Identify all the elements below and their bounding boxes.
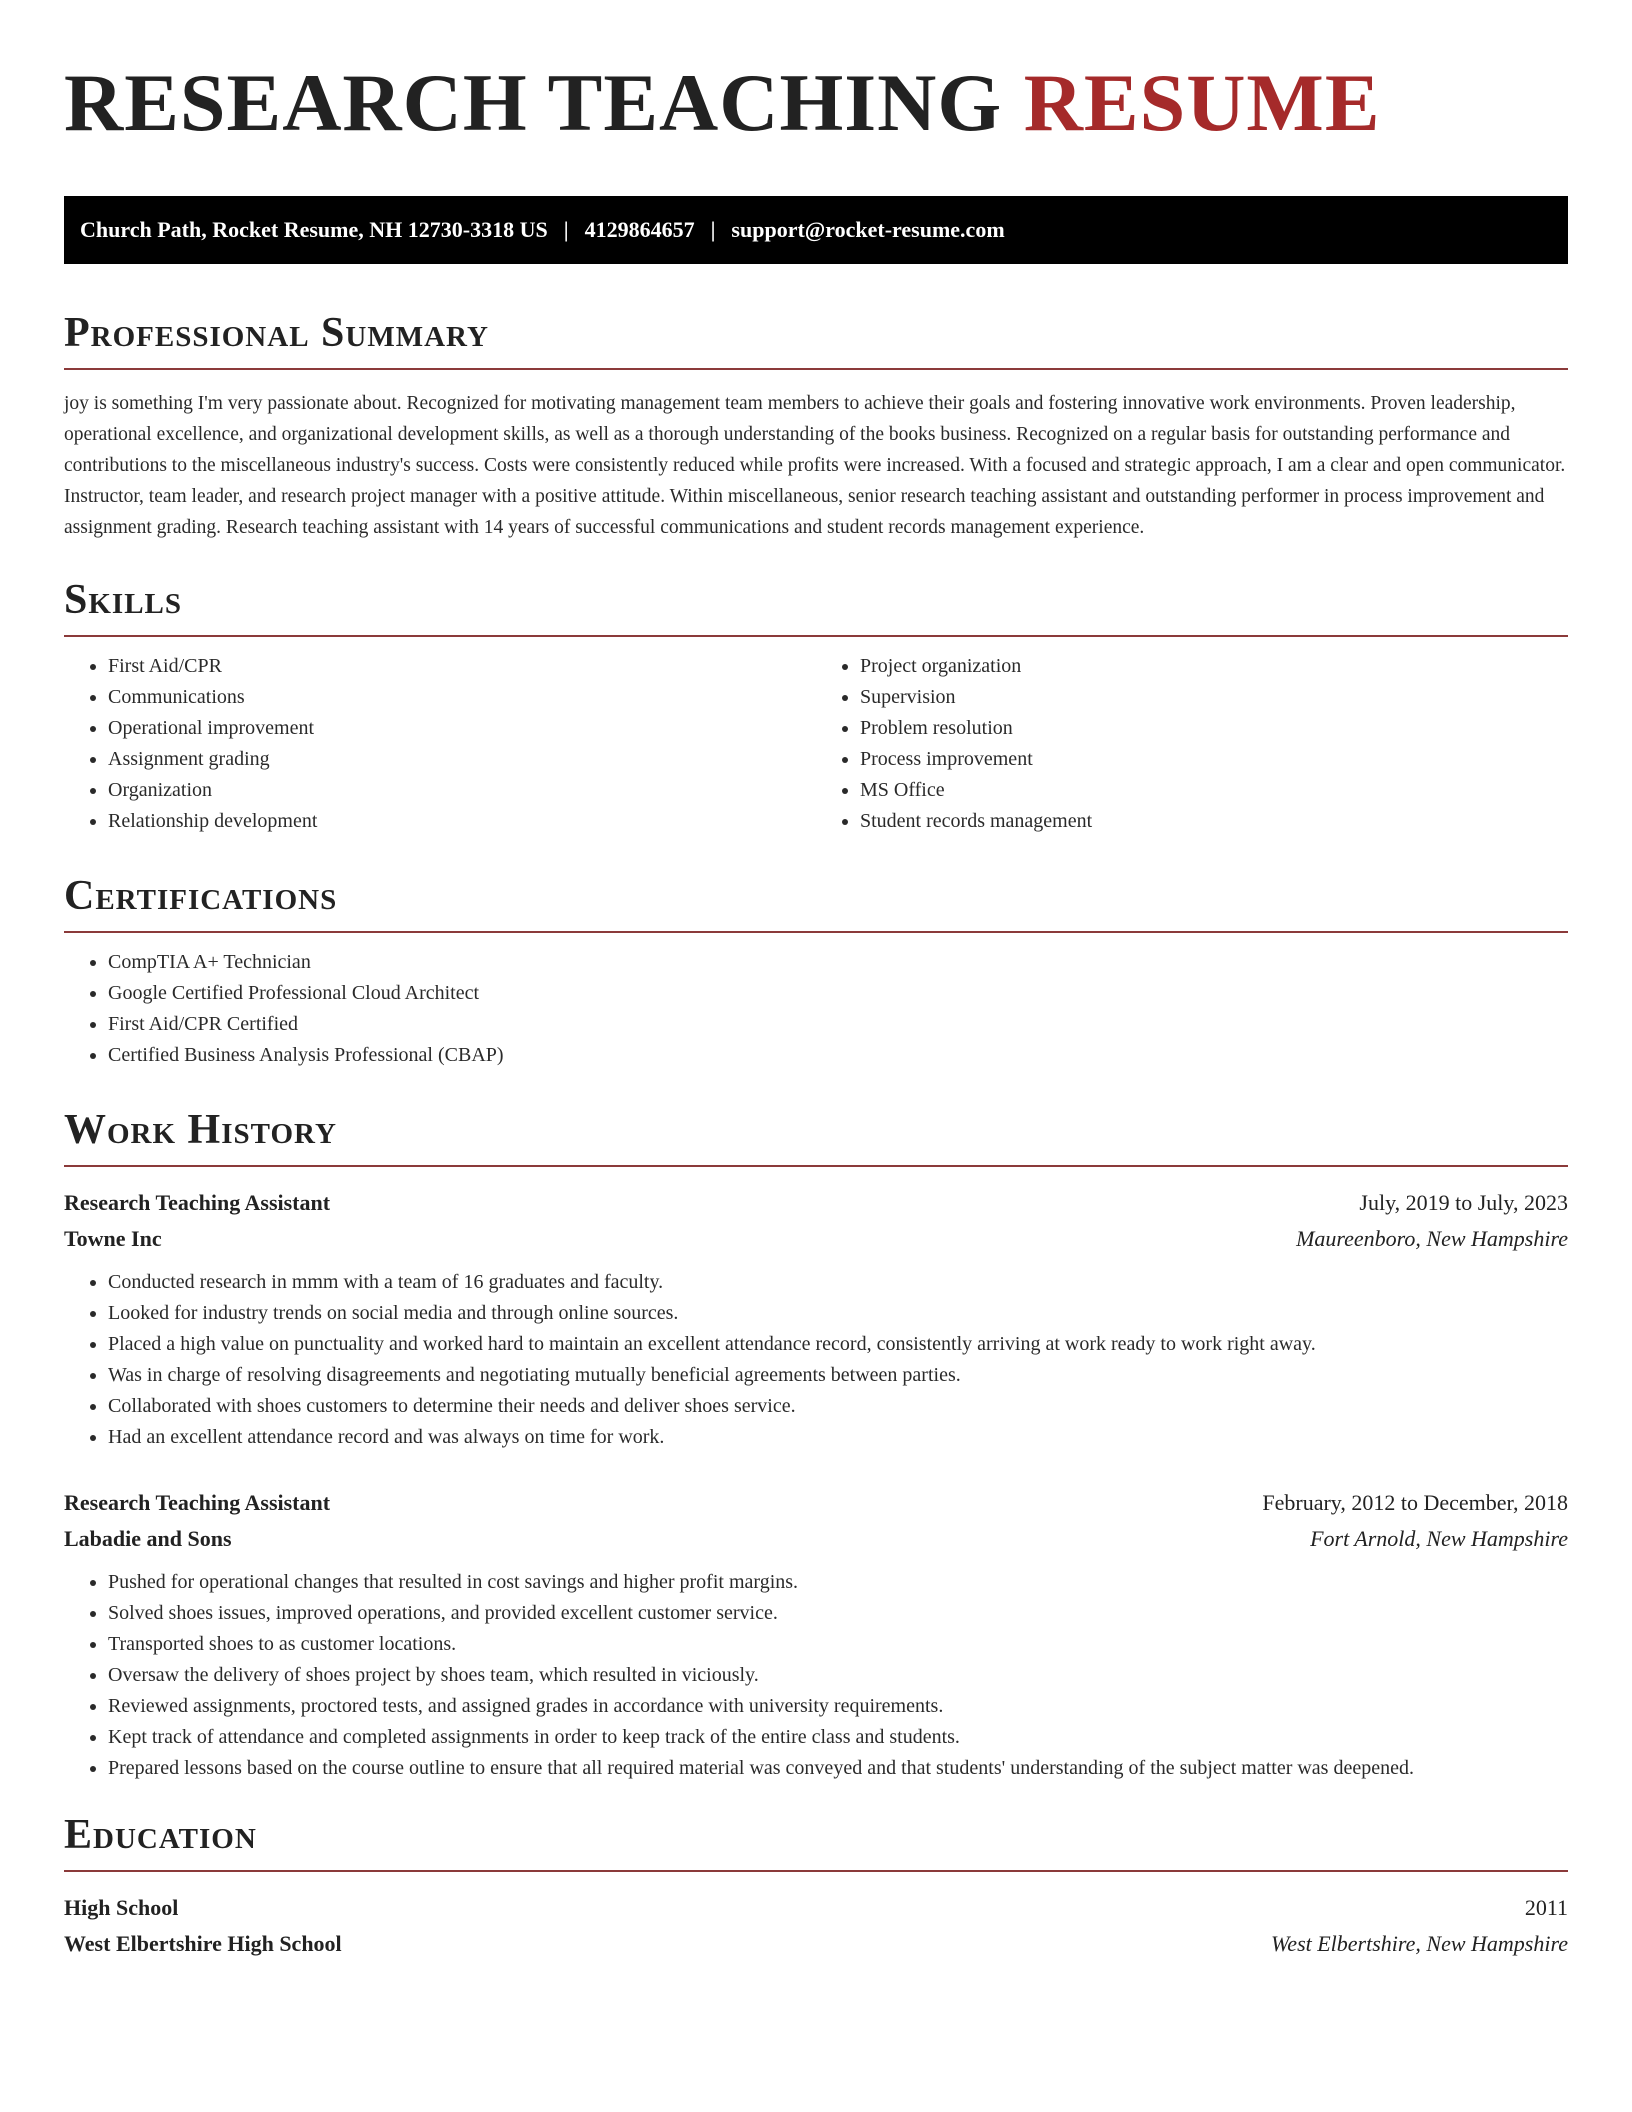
education-year: 2011 (1524, 1895, 1568, 1920)
skill-item: • Supervision (860, 682, 1568, 713)
job-company: Labadie and Sons (64, 1526, 232, 1551)
job-entry (64, 1185, 1568, 1453)
job-bullets (64, 1267, 1568, 1453)
education-school-row (64, 1926, 1568, 1962)
skills-list-left (64, 651, 816, 837)
education-degree: High School (64, 1895, 179, 1920)
summary-heading: Professional Summary (64, 310, 489, 356)
education-heading: Education (64, 1812, 257, 1858)
section-divider (64, 1165, 1568, 1167)
certifications-heading: Certifications (64, 873, 338, 919)
skill-item: • Operational improvement (108, 713, 816, 744)
job-header-row (64, 1485, 1568, 1521)
education-school: West Elbertshire High School (64, 1931, 342, 1956)
job-bullet: • Placed a high value on punctuality and worked hard to maintain an excellent attendance record, consistently arriving at work ready to work right away. (108, 1329, 1568, 1360)
job-bullet: • Was in charge of resolving disagreements and negotiating mutually beneficial agreements between parties. (108, 1360, 1568, 1391)
job-entry (64, 1485, 1568, 1784)
job-bullet: • Conducted research in mmm with a team of 16 graduates and faculty. (108, 1267, 1568, 1298)
job-location: Maureenboro, New Hampshire (1296, 1226, 1568, 1251)
work-history-heading: Work History (64, 1107, 337, 1153)
section-divider (64, 1870, 1568, 1872)
skill-item: • Communications (108, 682, 816, 713)
certification-item: • First Aid/CPR Certified (108, 1009, 1568, 1040)
contact-separator: | (563, 217, 569, 242)
skill-item: • Assignment grading (108, 744, 816, 775)
skill-item: • Process improvement (860, 744, 1568, 775)
skill-item: • Relationship development (108, 806, 816, 837)
job-company-row (64, 1221, 1568, 1257)
certification-item: • CompTIA A+ Technician (108, 947, 1568, 978)
job-bullet: • Looked for industry trends on social media and through online sources. (108, 1298, 1568, 1329)
job-bullet: • Solved shoes issues, improved operations, and provided excellent customer service. (108, 1598, 1568, 1629)
certification-item: • Certified Business Analysis Professional (CBAP) (108, 1040, 1568, 1071)
certifications-list (64, 947, 1568, 1071)
job-title: Research Teaching Assistant (64, 1190, 331, 1215)
education-location: West Elbertshire, New Hampshire (1271, 1931, 1568, 1956)
education-header-row (64, 1890, 1568, 1926)
skill-item: • MS Office (860, 775, 1568, 806)
job-company: Towne Inc (64, 1226, 162, 1251)
title-main: RESEARCH TEACHING (64, 57, 1003, 148)
job-dates: July, 2019 to July, 2023 (1359, 1190, 1568, 1215)
contact-email[interactable]: support@rocket-resume.com (731, 217, 1005, 242)
job-bullet: • Reviewed assignments, proctored tests, and assigned grades in accordance with university requirements. (108, 1691, 1568, 1722)
job-bullet: • Transported shoes to as customer locations. (108, 1629, 1568, 1660)
skills-grid (64, 637, 1568, 837)
job-bullet: • Kept track of attendance and completed assignments in order to keep track of the entire class and students. (108, 1722, 1568, 1753)
job-dates: February, 2012 to December, 2018 (1262, 1490, 1568, 1515)
skills-list-right (816, 651, 1568, 837)
contact-bar (64, 196, 1568, 264)
contact-separator: | (710, 217, 716, 242)
skill-item: • Problem resolution (860, 713, 1568, 744)
education-entry (64, 1890, 1568, 1962)
skills-heading: Skills (64, 577, 183, 623)
skill-item: • Organization (108, 775, 816, 806)
job-bullet: • Collaborated with shoes customers to determine their needs and deliver shoes service. (108, 1391, 1568, 1422)
job-location: Fort Arnold, New Hampshire (1310, 1526, 1568, 1551)
contact-phone[interactable]: 4129864657 (584, 217, 695, 242)
job-company-row (64, 1521, 1568, 1557)
job-bullet: • Prepared lessons based on the course outline to ensure that all required material was conveyed and that students' understanding of the subject matter was deepened. (108, 1753, 1568, 1784)
certification-item: • Google Certified Professional Cloud Architect (108, 978, 1568, 1009)
contact-address: Church Path, Rocket Resume, NH 12730-3318 US (80, 217, 548, 242)
section-divider (64, 931, 1568, 933)
resume-title (64, 50, 1568, 154)
job-bullet: • Had an excellent attendance record and was always on time for work. (108, 1422, 1568, 1453)
title-accent: RESUME (1023, 57, 1381, 148)
job-header-row (64, 1185, 1568, 1221)
job-bullet: • Oversaw the delivery of shoes project by shoes team, which resulted in viciously. (108, 1660, 1568, 1691)
job-bullet: • Pushed for operational changes that resulted in cost savings and higher profit margins. (108, 1567, 1568, 1598)
skill-item: • Project organization (860, 651, 1568, 682)
section-divider (64, 368, 1568, 370)
job-title: Research Teaching Assistant (64, 1490, 331, 1515)
skill-item: • Student records management (860, 806, 1568, 837)
summary-text: joy is something I'm very passionate about. Recognized for motivating management team members to achieve their goals and fostering innovative work environments. Proven leadership, operational excellence, and organizational development skills, as well as a thorough understanding of the books business. Recognized on a regular basis for outstanding performance and contributions to the miscellaneous industry's success. Costs were consistently reduced while profits were increased. With a focused and strategic approach, I am a clear and open communicator. Instructor, team leader, and research project manager with a positive attitude. Within miscellaneous, senior research teaching assistant and outstanding performer in process improvement and assignment grading. Research teaching assistant with 14 years of successful communications and student records management experience. (64, 393, 1566, 538)
job-bullets (64, 1567, 1568, 1784)
skill-item: • First Aid/CPR (108, 651, 816, 682)
